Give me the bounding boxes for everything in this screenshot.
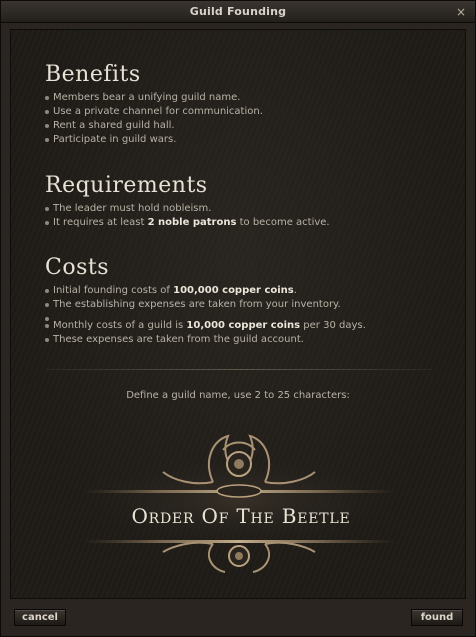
benefits-section xyxy=(45,62,445,147)
title-bar[interactable] xyxy=(1,1,475,23)
text-segment: . xyxy=(293,285,297,296)
list-item: Participate in guild wars. xyxy=(45,133,445,147)
spacer xyxy=(45,312,445,319)
benefits-list xyxy=(45,91,445,147)
content-panel xyxy=(10,29,466,599)
highlight-text: 2 noble patrons xyxy=(147,217,237,228)
close-icon[interactable]: × xyxy=(455,5,467,19)
list-item: The establishing expenses are taken from your inventory. xyxy=(45,298,445,312)
list-item: These expenses are taken from the guild account. xyxy=(45,333,445,347)
guild-name-prompt: Define a guild name, use 2 to 25 characters: xyxy=(126,390,350,401)
ornament-frame-icon xyxy=(63,420,415,580)
guild-name-input[interactable] xyxy=(63,503,419,529)
list-item xyxy=(45,216,445,230)
list-item: Rent a shared guild hall. xyxy=(45,119,445,133)
divider xyxy=(45,369,433,370)
benefits-heading: Benefits xyxy=(45,62,141,87)
text-segment: It requires at least xyxy=(53,217,148,228)
list-item: Use a private channel for communication. xyxy=(45,105,445,119)
cancel-button[interactable]: cancel xyxy=(14,609,66,626)
requirements-list xyxy=(45,202,445,230)
requirements-heading: Requirements xyxy=(45,173,208,198)
found-button[interactable]: found xyxy=(411,609,463,626)
highlight-text: 100,000 copper coins xyxy=(173,285,294,296)
costs-list xyxy=(45,284,445,347)
list-item xyxy=(45,284,445,298)
costs-heading: Costs xyxy=(45,255,109,280)
window-title: Guild Founding xyxy=(189,5,287,18)
list-item xyxy=(45,319,445,333)
highlight-text: 10,000 copper coins xyxy=(186,320,301,331)
costs-section xyxy=(45,255,445,347)
text-segment: Monthly costs of a guild is xyxy=(53,320,187,331)
text-segment: per 30 days. xyxy=(300,320,366,331)
text-segment: Initial founding costs of xyxy=(53,285,174,296)
text-segment: to become active. xyxy=(236,217,330,228)
requirements-section xyxy=(45,173,445,230)
list-item: The leader must hold nobleism. xyxy=(45,202,445,216)
list-item: Members bear a unifying guild name. xyxy=(45,91,445,105)
